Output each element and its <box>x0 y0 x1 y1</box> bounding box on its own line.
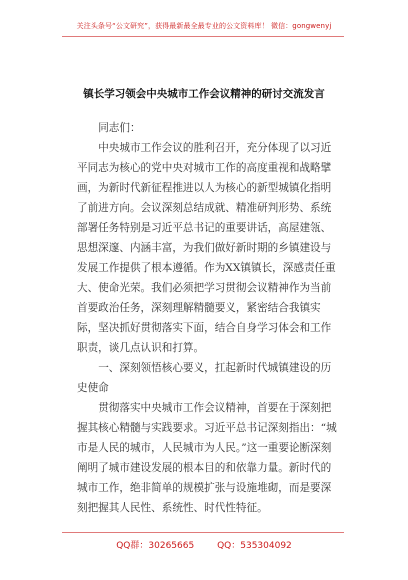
promo-header: 关注头条号“公文研究”，获得最新最全最专业的公文资料库！ 微信：gongwenyj <box>76 22 332 30</box>
section-heading: 一、深刻领悟核心要义，扛起新时代城镇建设的历史使命 <box>77 362 332 394</box>
footer-divider <box>62 532 344 533</box>
contact-footer <box>0 538 408 551</box>
salutation: 同志们： <box>98 122 141 134</box>
document-body <box>77 118 337 518</box>
document-title: 镇长学习领会中央城市工作会议精神的研讨交流发言 <box>83 88 325 100</box>
header-divider <box>62 36 344 37</box>
paragraph: 中央城市工作会议的胜利召开，充分体现了以习近平同志为核心的党中央对城市工作的高度重视和战略擘画，为新时代新征程推进以人为核心的新型城镇化指明了前进方向。会议深刻总结成就、精准研判形势、系统部署任务特别是习近平总书记的重要讲话，高屋建瓴、思想深邃、内涵丰富，为我们做好新时期的乡镇建设与发展工作提供了根本遵循。作为XX镇镇长，深感责任重大、使命光荣。我们必须把学习贯彻会议精神作为当前首要政治任务，深刻理解精髓要义，紧密结合我镇实际，坚决抓好贯彻落实下面，结合自身学习体会和工作职责，谈几点认识和打算。 <box>77 142 336 354</box>
qq-number: QQ：535304092 <box>217 541 292 551</box>
paragraph: 贯彻落实中央城市工作会议精神，首要在于深刻把握其核心精髓与实践要求。习近平总书记深刻指出：“城市是人民的城市，人民城市为人民。”这一重要论断深刻阐明了城市建设发展的根本目的和依靠力量。新时代的城市工作，绝非简单的规模扩张与设施堆砌，而是要深刻把握其人民性、系统性、时代性特征。 <box>77 402 337 514</box>
qq-group-number: QQ群：30265665 <box>116 541 195 551</box>
